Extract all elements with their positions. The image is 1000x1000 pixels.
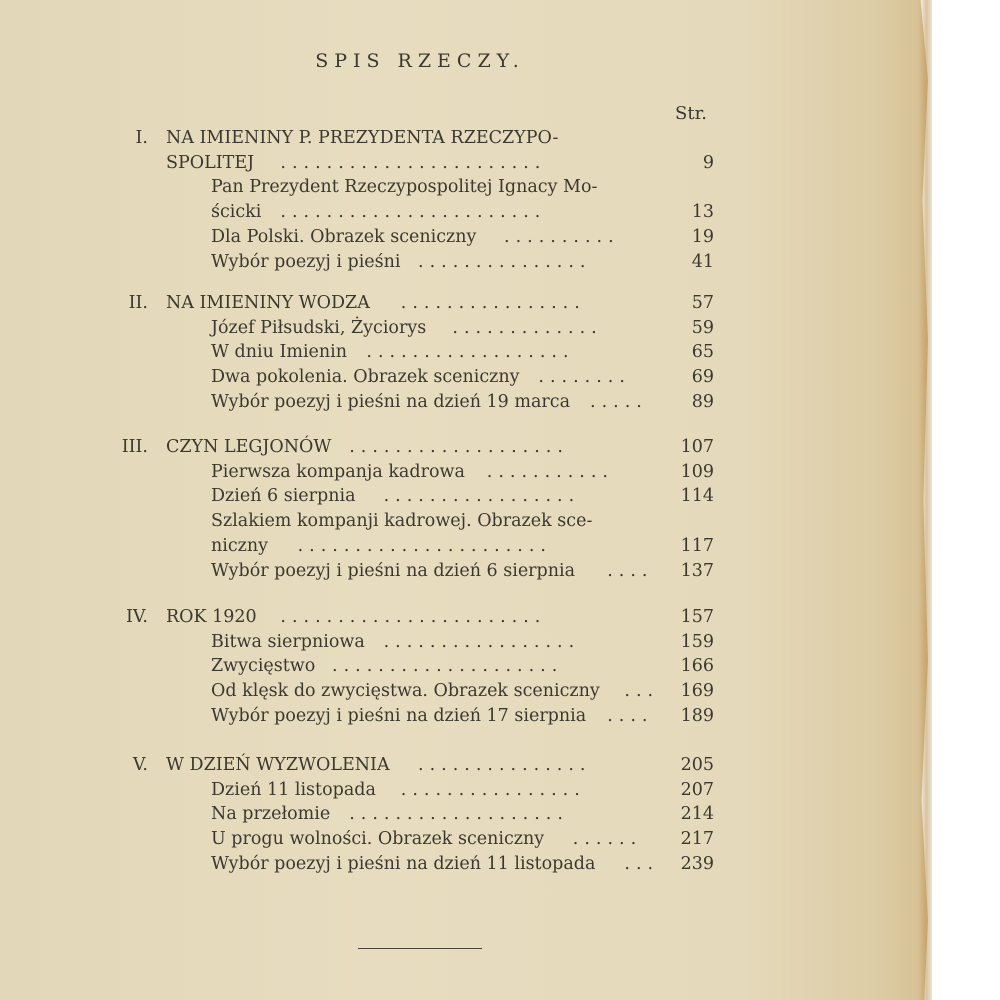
toc-entry [211, 780, 714, 805]
toc-entry [211, 227, 714, 252]
toc-entry-text: Wybór poezyj i pieśni [211, 251, 401, 272]
leader-dots: ... [624, 853, 660, 874]
section-title-page: 157 [680, 607, 714, 627]
section-title-page: 57 [691, 293, 714, 313]
leader-dots: ............. [452, 317, 603, 338]
section-title [166, 607, 714, 632]
toc-entry [211, 342, 714, 367]
toc-entry-text: Pan Prezydent Rzeczypospolitej Ignacy Mo- [211, 177, 598, 198]
leader-dots: ................. [383, 631, 581, 652]
toc-entry-text: Szlakiem kompanji kadrowej. Obrazek sce- [211, 511, 593, 532]
toc-entry-text: Dla Polski. Obrazek sceniczny [211, 226, 477, 247]
toc-entry-text: Dzień 6 sierpnia [211, 486, 356, 507]
section-title-text: ROK 1920 [166, 607, 257, 627]
toc-entry-page: 89 [691, 391, 714, 412]
leader-dots: .... [607, 560, 654, 581]
toc-entry [211, 392, 714, 417]
toc-entry-text: Wybór poezyj i pieśni na dzień 6 sierpnia [211, 560, 576, 581]
toc-entry [211, 252, 714, 277]
section-title-page: 107 [680, 437, 714, 457]
toc-entry-page: 239 [680, 853, 714, 874]
toc-entry-text: Józef Piłsudski, Życiorys [211, 317, 427, 338]
toc-entry-page: 65 [691, 342, 714, 363]
toc-entry [211, 706, 714, 731]
toc-entry [211, 202, 714, 227]
leader-dots: ............... [418, 251, 592, 272]
toc-entry [211, 511, 714, 536]
leader-dots: ...... [572, 829, 643, 850]
leader-dots: .......... [504, 226, 620, 247]
toc-entry [211, 561, 714, 586]
toc-entry-text: Dzień 11 listopada [211, 779, 376, 800]
section-title [166, 437, 714, 462]
leader-dots: ................ [400, 779, 586, 800]
section-title [166, 293, 714, 318]
section-title-page: 9 [702, 152, 714, 173]
toc-entry-page: 137 [680, 560, 714, 581]
toc-entry [211, 318, 714, 343]
toc-entry-text: ścicki [211, 202, 262, 223]
leader-dots: ....................... [280, 152, 547, 173]
toc-entry [211, 367, 714, 392]
toc-entry-page: 114 [680, 486, 714, 507]
toc-entry-text: W dniu Imienin [211, 342, 348, 363]
section-title [166, 153, 714, 178]
toc-entry-page: 109 [680, 461, 714, 482]
toc-entry-page: 159 [680, 631, 714, 652]
section-numeral: V. [132, 755, 148, 775]
toc-entry [211, 854, 714, 879]
toc-entry-page: 69 [691, 367, 714, 388]
toc-entry [211, 486, 714, 511]
leader-dots: .................. [366, 342, 575, 363]
leader-dots: ....................... [280, 607, 547, 627]
section-title-text: NA IMIENINY P. PREZYDENTA RZECZYPO- [166, 128, 559, 148]
leader-dots: ................... [349, 804, 569, 825]
page-edge-shadow [918, 0, 932, 1000]
section-title [166, 755, 714, 780]
toc-entry-text: Na przełomie [211, 804, 331, 825]
leader-dots: ....................... [280, 202, 547, 223]
section-title [166, 128, 714, 153]
leader-dots: .... [607, 705, 654, 726]
toc-entry [211, 462, 714, 487]
closing-rule [358, 948, 482, 949]
section-title-text: NA IMIENINY WODZA [166, 293, 370, 313]
section-numeral: II. [128, 293, 148, 313]
toc-entry-page: 59 [691, 317, 714, 338]
leader-dots: ........... [486, 461, 614, 482]
section-numeral: III. [121, 437, 148, 457]
toc-entry [211, 632, 714, 657]
toc-entry-page: 217 [680, 829, 714, 850]
leader-dots: .................... [332, 656, 564, 677]
leader-dots: ................ [400, 293, 586, 313]
section-title-text: CZYN LEGJONÓW [166, 437, 332, 457]
toc-entry-page: 189 [680, 705, 714, 726]
toc-entry-page: 207 [680, 779, 714, 800]
toc-entry-page: 19 [691, 226, 714, 247]
section-numeral: I. [135, 128, 148, 148]
toc-entry-text: Wybór poezyj i pieśni na dzień 11 listopada [211, 853, 596, 874]
toc-entry-text: Wybór poezyj i pieśni na dzień 17 sierpnia [211, 705, 587, 726]
leader-dots: ........ [538, 367, 631, 388]
leader-dots: ................... [349, 437, 569, 457]
toc-entry-text: niczny [211, 535, 269, 556]
page-title: SPIS RZECZY. [315, 50, 525, 72]
leader-dots: ...................... [297, 535, 552, 556]
toc-entry-text: Dwa pokolenia. Obrazek sceniczny [211, 367, 520, 388]
toc-entry-page: 166 [680, 656, 714, 677]
toc-entry-page: 13 [691, 202, 714, 223]
page-column-header: Str. [675, 103, 707, 124]
toc-entry [211, 177, 714, 202]
toc-entry-page: 214 [680, 804, 714, 825]
toc-entry-page: 117 [680, 535, 714, 556]
section-title-text: SPOLITEJ [166, 152, 255, 173]
leader-dots: ..... [590, 391, 648, 412]
toc-entry [211, 681, 714, 706]
toc-entry [211, 829, 714, 854]
leader-dots: ................. [383, 486, 581, 507]
toc-entry-page: 169 [680, 681, 714, 702]
toc-entry-text: Od klęsk do zwycięstwa. Obrazek sceniczny [211, 681, 600, 702]
toc-entry [211, 804, 714, 829]
toc-entry [211, 536, 714, 561]
toc-entry-text: U progu wolności. Obrazek sceniczny [211, 829, 545, 850]
toc-entry-text: Pierwsza kompanja kadrowa [211, 461, 465, 482]
section-title-page: 205 [680, 755, 714, 775]
toc-entry-text: Bitwa sierpniowa [211, 631, 365, 652]
leader-dots: ... [624, 681, 660, 702]
section-title-text: W DZIEŃ WYZWOLENIA [166, 755, 390, 775]
leader-dots: ............... [418, 755, 592, 775]
section-numeral: IV. [125, 607, 148, 627]
toc-entry [211, 656, 714, 681]
toc-entry-text: Wybór poezyj i pieśni na dzień 19 marca [211, 391, 571, 412]
toc-entry-text: Zwycięstwo [211, 656, 316, 677]
toc-entry-page: 41 [691, 251, 714, 272]
